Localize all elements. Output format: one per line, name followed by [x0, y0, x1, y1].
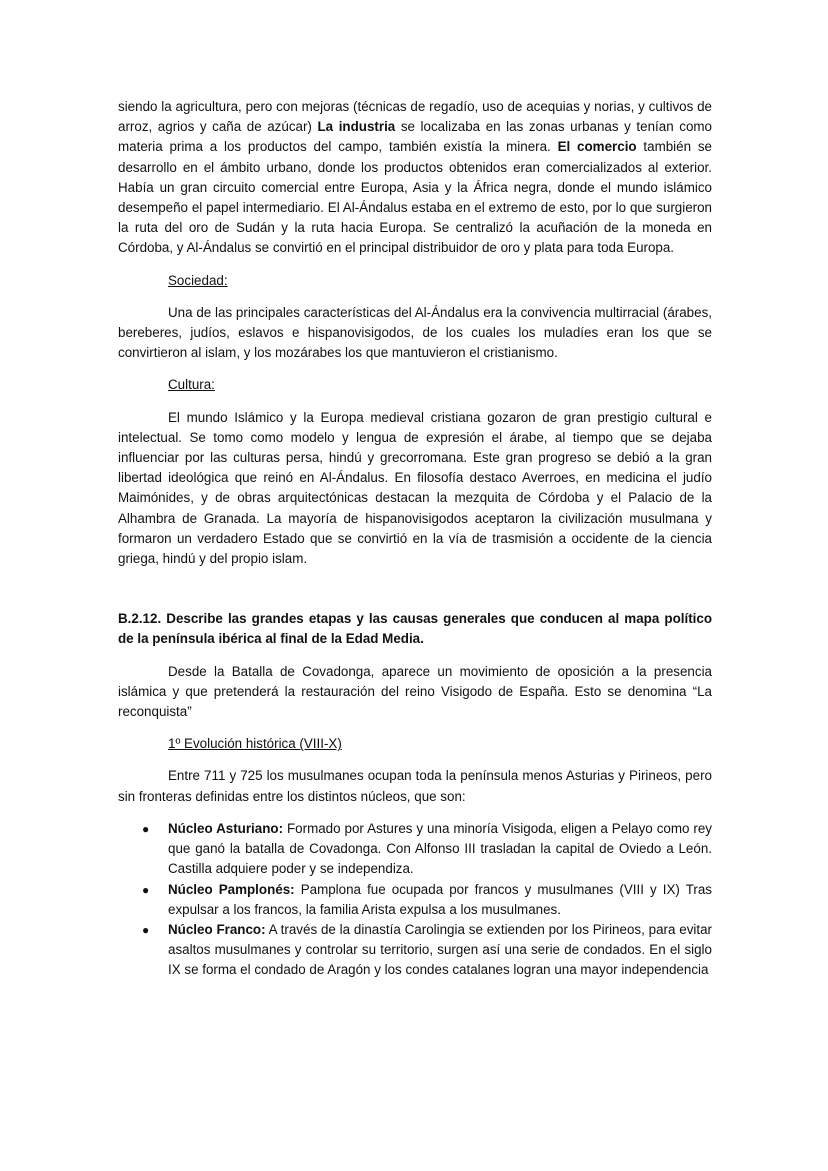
- evolution-paragraph: Entre 711 y 725 los musulmanes ocupan toda la península menos Asturias y Pirineos, pero sin fronteras definidas entre los distintos núcleos, que son:: [118, 768, 712, 804]
- economy-text-2: se localizaba en las zonas urbanas y tenían como materia prima a los productos del campo, también existía la minera.: [118, 119, 712, 155]
- nuclei-list: [118, 819, 712, 981]
- list-item-text: A través de la dinastía Carolingia se extienden por los Pirineos, para evitar asaltos musulmanes y controlar su territorio, surgen así una serie de condados. En el siglo IX se forma el condado de Aragón y los condes catalanes logran una mayor independencia: [168, 921, 713, 978]
- industry-term: La industria: [317, 119, 396, 135]
- list-item-title: Núcleo Asturiano:: [168, 820, 284, 836]
- list-item-title: Núcleo Pamplonés:: [168, 881, 295, 897]
- economy-paragraph: [118, 97, 712, 259]
- list-item: [118, 819, 712, 880]
- society-heading: Sociedad:: [168, 272, 228, 288]
- culture-paragraph: El mundo Islámico y la Europa medieval cristiana gozaron de gran prestigio cultural e intelectual. Se tomo como modelo y lengua de expresión el árabe, al tiempo que se dejaba influenciar por las culturas persa, hindú y grecorromana. Este gran progreso se debió a la gran libertad ideológica que reinó en Al-Ándalus. En filosofía destaco Averroes, en medicina el judío Maimónides, y de obras arquitectónicas destacan la mezquita de Córdoba y el Palacio de la Alhambra de Granada. La mayoría de hispanovisigodos aceptaron la civilización musulmana y formaron un verdadero Estado que se convirtió en la vía de trasmisión a occidente de la ciencia griega, hindú y del propio islam.: [118, 409, 712, 567]
- list-item: [118, 880, 712, 920]
- bullet-icon: ●: [142, 922, 150, 937]
- culture-heading: Cultura:: [168, 377, 215, 393]
- society-paragraph: Una de las principales características del Al-Ándalus era la convivencia multirracial (árabes, bereberes, judíos, eslavos e hispanovisigodos, de los cuales los muladíes eran los que se convirtieron al islam, y los mozárabes los que mantuvieron el cristianismo.: [118, 304, 712, 361]
- evolution-subheading: 1º Evolución histórica (VIII-X): [168, 736, 342, 752]
- bullet-icon: ●: [142, 882, 150, 897]
- economy-text-1: siendo la agricultura, pero con mejoras (técnicas de regadío, uso de acequias y norias, y cultivos de arroz, agrios y caña de azúcar): [118, 99, 712, 135]
- document-page: [118, 97, 712, 981]
- commerce-term: El comercio: [557, 139, 637, 155]
- list-item-title: Núcleo Franco:: [168, 921, 266, 937]
- reconquista-intro: Desde la Batalla de Covadonga, aparece un movimiento de oposición a la presencia islámica y que pretenderá la restauración del reino Visigodo de España. Esto se denomina “La reconquista”: [118, 663, 712, 720]
- list-item: [118, 920, 712, 981]
- list-item-text: Pamplona fue ocupada por francos y musulmanes (VIII y IX) Tras expulsar a los francos, la familia Arista expulsa a los musulmanes.: [168, 881, 712, 917]
- economy-text-3: también se desarrollo en el ámbito urbano, donde los productos obtenidos eran comercializados al exterior. Había un gran circuito comercial entre Europa, Asia y la África negra, donde el mundo islámico desempeño el papel intermediario. El Al-Ándalus estaba en el extremo de esto, por lo que surgieron la ruta del oro de Sudán y la ruta hacia Europa. Se centralizó la acuñación de la moneda en Córdoba, y Al-Ándalus se convirtió en el principal distribuidor de oro y plata para toda Europa.: [118, 139, 712, 256]
- bullet-icon: ●: [142, 821, 150, 836]
- section-heading: B.2.12. Describe las grandes etapas y las causas generales que conducen al mapa político de la península ibérica al final de la Edad Media.: [118, 611, 712, 647]
- list-item-text: Formado por Astures y una minoría Visigoda, eligen a Pelayo como rey que ganó la batalla de Covadonga. Con Alfonso III trasladan la capital de Oviedo a León. Castilla adquiere poder y se independiza.: [168, 820, 712, 877]
